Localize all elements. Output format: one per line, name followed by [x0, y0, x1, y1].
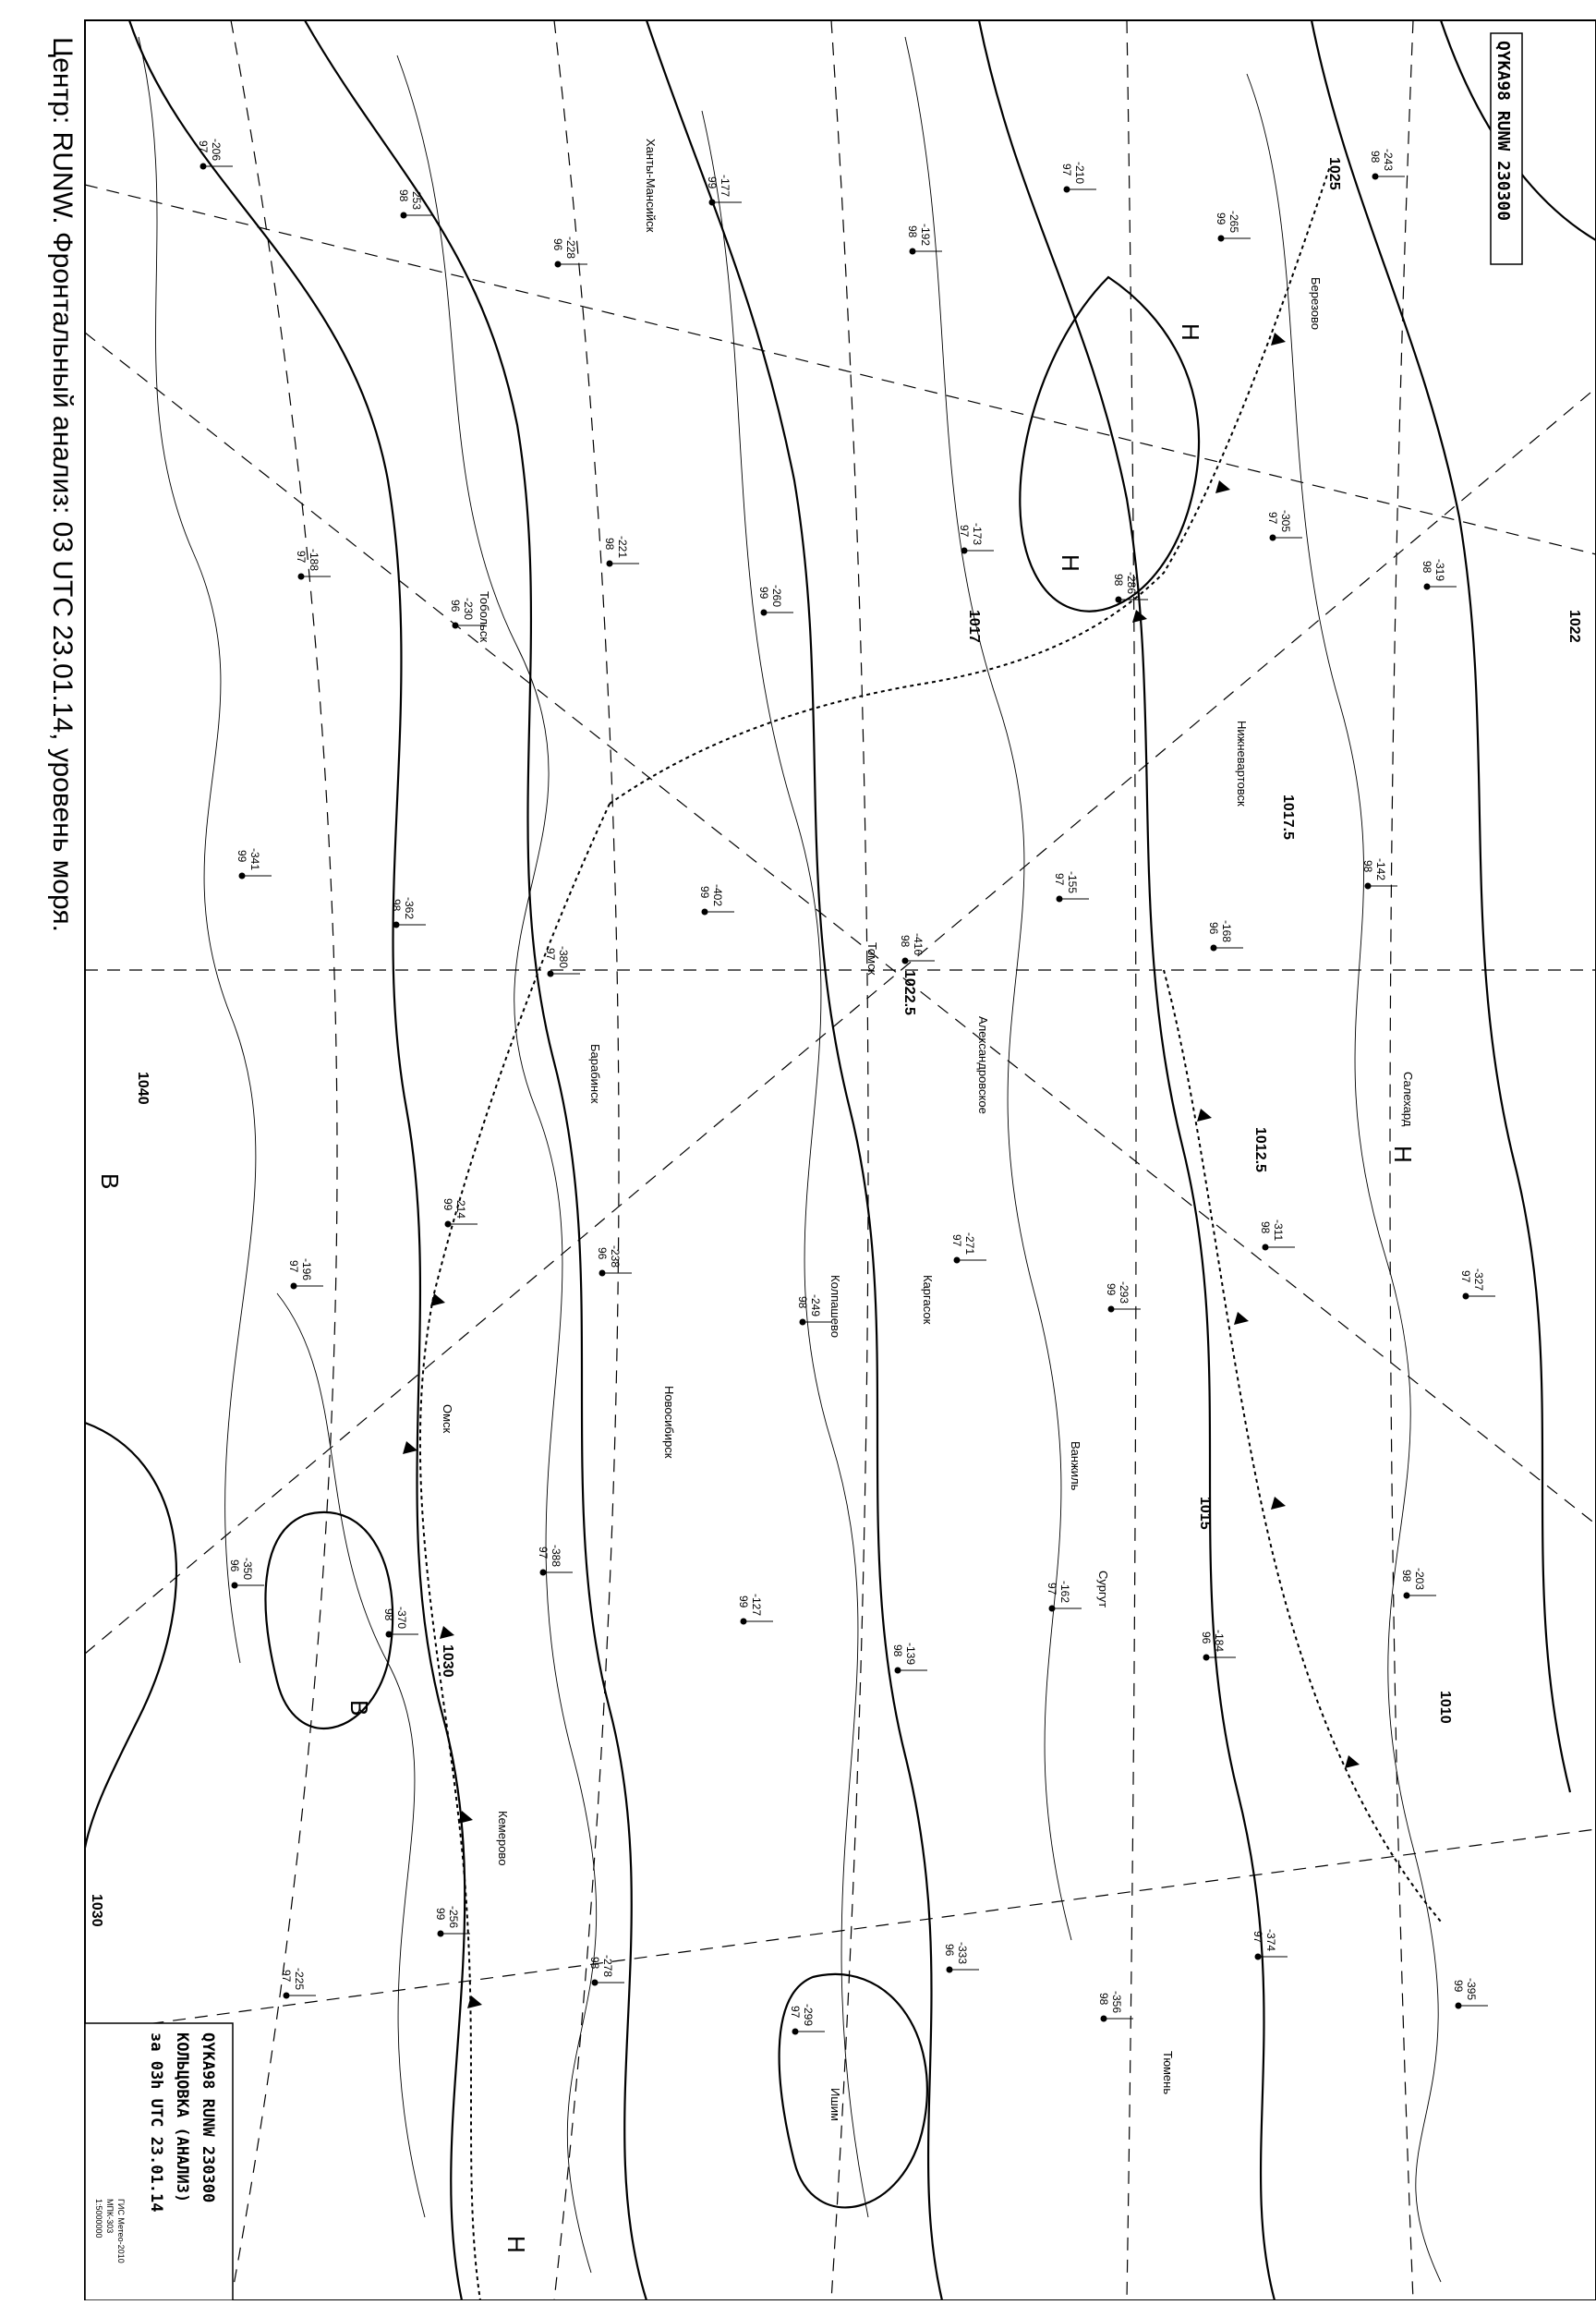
place-name: Каргасок	[921, 1275, 935, 1325]
station-temp: -380	[557, 946, 570, 969]
station-dot	[438, 1931, 444, 1937]
station-dot	[401, 212, 407, 219]
station-dot	[1057, 896, 1063, 903]
station-dot	[1372, 174, 1379, 180]
place-name: Колпашево	[828, 1275, 842, 1339]
station-pressure: 98	[1400, 1570, 1413, 1583]
station-temp: -177	[719, 175, 732, 198]
station-temp: -168	[1220, 920, 1233, 943]
station-temp: -370	[395, 1607, 408, 1630]
station-dot	[284, 1993, 290, 1999]
station-temp: -395	[1465, 1978, 1478, 2001]
isobar-label: 1025	[1326, 157, 1342, 190]
station-dot	[741, 1619, 747, 1625]
station-temp: -305	[1279, 510, 1292, 533]
station-temp: -333	[956, 1942, 969, 1965]
station-dot	[548, 971, 554, 977]
info-footer-1: ГИС Метео-2010	[116, 2199, 126, 2263]
station-temp: -214	[454, 1196, 467, 1219]
station-pressure: 98	[397, 189, 410, 202]
station-pressure: 99	[1105, 1283, 1118, 1296]
station-dot	[200, 164, 207, 170]
page-title: Центр: RUNW. Фронтальный анализ: 03 UTC 23.01.14, уровень моря.	[47, 37, 78, 932]
station-temp: -299	[802, 2004, 815, 2027]
station-pressure: 99	[737, 1595, 750, 1608]
station-pressure: 96	[1207, 922, 1220, 935]
station-temp: -341	[248, 848, 261, 871]
station-pressure: 99	[441, 1198, 454, 1211]
station-dot	[1463, 1293, 1469, 1300]
station-dot	[1064, 187, 1070, 193]
station-pressure: 96	[1200, 1632, 1213, 1644]
place-name: Ханты-Мансийск	[644, 139, 658, 233]
station-pressure: 97	[295, 551, 308, 564]
station-temp: -319	[1433, 559, 1446, 582]
station-pressure: 98	[1361, 860, 1374, 873]
station-pressure: 99	[706, 176, 719, 189]
station-dot	[599, 1270, 606, 1277]
station-temp: -265	[1227, 211, 1240, 234]
station-temp: -416	[912, 933, 925, 956]
station-temp: -253	[410, 188, 423, 211]
station-dot	[947, 1967, 953, 1973]
corner-label-group	[1493, 41, 1513, 221]
station-dot	[902, 958, 909, 964]
station-temp: -142	[1374, 858, 1387, 881]
place-name: Сургут	[1096, 1571, 1110, 1608]
station-temp: -243	[1382, 149, 1395, 172]
isobar-label: 1010	[1437, 1691, 1453, 1724]
info-line-1: QYKA98 RUNW 230300	[199, 2032, 217, 2203]
station-temp: -402	[711, 884, 724, 907]
station-temp: -260	[770, 585, 783, 608]
station-dot	[393, 922, 400, 928]
station-temp: -155	[1066, 871, 1079, 894]
station-pressure: 96	[228, 1559, 241, 1572]
station-dot	[592, 1980, 598, 1986]
info-footer-3: 1:5000000	[94, 2199, 103, 2238]
pressure-center: Н	[502, 2236, 530, 2253]
isobar-label: 1015	[1197, 1497, 1213, 1530]
station-temp: -350	[241, 1558, 254, 1581]
station-pressure: 96	[943, 1944, 956, 1957]
title-group	[47, 37, 78, 932]
place-name: Тобольск	[478, 591, 491, 643]
station-dot	[1404, 1593, 1410, 1599]
station-pressure: 98	[796, 1296, 809, 1309]
station-pressure: 97	[1060, 164, 1073, 176]
station-dot	[761, 610, 768, 616]
station-dot	[386, 1632, 393, 1638]
station-temp: -210	[1073, 162, 1086, 185]
station-pressure: 98	[906, 225, 919, 238]
station-pressure: 96	[449, 600, 462, 613]
station-dot	[702, 909, 708, 916]
station-pressure: 98	[390, 899, 403, 912]
station-temp: -225	[293, 1968, 306, 1991]
station-dot	[1218, 236, 1225, 242]
station-pressure: 98	[588, 1957, 601, 1970]
station-dot	[1255, 1954, 1262, 1960]
station-pressure: 97	[197, 140, 210, 153]
station-dot	[232, 1583, 238, 1589]
station-pressure: 97	[958, 525, 971, 538]
station-pressure: 99	[1452, 1980, 1465, 1993]
station-pressure: 99	[698, 886, 711, 899]
station-dot	[1263, 1244, 1269, 1251]
station-pressure: 97	[950, 1234, 963, 1247]
station-dot	[1049, 1606, 1056, 1612]
station-temp: -356	[1110, 1991, 1123, 2014]
isobar-label: 1030	[440, 1644, 455, 1678]
place-name: Нижневартовск	[1235, 721, 1249, 807]
isobar-label: 1022	[1566, 610, 1582, 643]
info-line-3: за 03h UTC 23.01.14	[147, 2032, 165, 2213]
station-pressure: 99	[236, 850, 248, 863]
station-pressure: 99	[1215, 212, 1227, 225]
place-name: Тюмень	[1161, 2051, 1175, 2095]
station-pressure: 99	[757, 587, 770, 600]
pressure-center: В	[96, 1173, 124, 1190]
station-temp: -249	[809, 1294, 822, 1317]
station-dot	[555, 261, 562, 268]
station-dot	[910, 249, 916, 255]
station-temp: -374	[1264, 1929, 1277, 1952]
station-temp: -362	[403, 897, 416, 920]
station-dot	[1211, 945, 1217, 952]
place-name: Березово	[1309, 277, 1323, 330]
station-temp: -203	[1413, 1568, 1426, 1591]
station-pressure: 99	[434, 1908, 447, 1921]
place-name: Салехард	[1401, 1072, 1415, 1127]
isobar-label: 1022.5	[901, 970, 917, 1015]
station-temp: -221	[616, 536, 629, 559]
station-dot	[1108, 1306, 1115, 1313]
station-temp: -192	[919, 224, 932, 247]
station-dot	[709, 200, 716, 206]
station-pressure: 97	[1251, 1931, 1264, 1944]
station-temp: -196	[300, 1258, 313, 1281]
station-dot	[1456, 2003, 1462, 2009]
station-pressure: 98	[1369, 151, 1382, 164]
station-temp: -278	[601, 1955, 614, 1978]
place-name: Томск	[865, 942, 879, 976]
station-pressure: 98	[1259, 1221, 1272, 1234]
isobar-label: 1017	[966, 610, 982, 643]
station-dot	[792, 2029, 799, 2035]
station-pressure: 96	[551, 238, 564, 251]
place-name: Барабинск	[588, 1044, 602, 1104]
station-pressure: 97	[1053, 873, 1066, 886]
station-temp: -327	[1472, 1268, 1485, 1292]
station-pressure: 97	[1266, 512, 1279, 525]
place-name: Кемерово	[496, 1811, 510, 1866]
station-temp: -286	[1125, 572, 1138, 595]
station-pressure: 98	[382, 1608, 395, 1621]
station-temp: -271	[963, 1232, 976, 1256]
pressure-center: В	[345, 1700, 373, 1717]
station-dot	[607, 561, 613, 567]
station-temp: -139	[904, 1643, 917, 1666]
place-name: Новосибирск	[662, 1386, 676, 1459]
station-pressure: 97	[287, 1260, 300, 1273]
station-dot	[1365, 883, 1372, 890]
isobar-label: 1017.5	[1280, 795, 1296, 840]
isobar-label: 1040	[135, 1072, 151, 1105]
station-temp: -162	[1058, 1581, 1071, 1604]
place-name: Омск	[441, 1404, 454, 1434]
station-temp: -228	[564, 237, 577, 260]
station-pressure: 98	[1112, 574, 1125, 587]
station-dot	[800, 1319, 806, 1326]
station-temp: -230	[462, 598, 475, 621]
station-dot	[1424, 584, 1431, 590]
station-dot	[895, 1668, 901, 1674]
station-dot	[1116, 597, 1122, 603]
station-temp: -293	[1118, 1281, 1130, 1304]
station-pressure: 96	[596, 1247, 609, 1260]
station-dot	[298, 574, 305, 580]
pressure-center: Н	[1057, 554, 1084, 572]
station-pressure: 97	[544, 948, 557, 961]
info-line-2: КОЛЬЦОВКА (АНАЛИЗ)	[173, 2032, 191, 2203]
pressure-center: Н	[1177, 323, 1204, 341]
station-pressure: 98	[1097, 1993, 1110, 2006]
station-dot	[1270, 535, 1276, 541]
station-dot	[1203, 1655, 1210, 1661]
info-footer-2: МПК-303	[105, 2199, 115, 2234]
pressure-center: Н	[1389, 1146, 1417, 1163]
station-pressure: 97	[1046, 1583, 1058, 1595]
station-dot	[291, 1283, 297, 1290]
station-dot	[1101, 2016, 1107, 2022]
station-dot	[961, 548, 968, 554]
station-temp: -238	[609, 1245, 622, 1268]
station-dot	[445, 1221, 452, 1228]
station-pressure: 97	[789, 2006, 802, 2019]
station-pressure: 98	[1421, 561, 1433, 574]
place-name: Ванжиль	[1069, 1441, 1082, 1491]
station-dot	[239, 873, 246, 880]
station-temp: -206	[210, 139, 223, 162]
station-pressure: 98	[899, 935, 912, 948]
isobar-label: 1012.5	[1252, 1127, 1268, 1172]
station-temp: -256	[447, 1906, 460, 1929]
station-dot	[453, 623, 459, 629]
station-temp: -127	[750, 1594, 763, 1617]
station-pressure: 97	[280, 1970, 293, 1983]
station-dot	[954, 1257, 961, 1264]
place-name: Ишим	[828, 2088, 842, 2121]
station-pressure: 97	[537, 1547, 550, 1559]
corner-label: QYKA98 RUNW 230300	[1493, 41, 1513, 222]
station-temp: -184	[1213, 1630, 1226, 1653]
station-dot	[540, 1570, 547, 1576]
station-pressure: 98	[891, 1644, 904, 1657]
place-name: Александровское	[976, 1016, 990, 1114]
station-pressure: 98	[603, 538, 616, 551]
station-pressure: 97	[1459, 1270, 1472, 1283]
station-temp: -311	[1272, 1219, 1285, 1242]
station-temp: -188	[308, 549, 320, 572]
station-temp: -173	[971, 523, 984, 546]
station-temp: -388	[550, 1545, 562, 1568]
isobar-label: 1030	[89, 1894, 104, 1927]
